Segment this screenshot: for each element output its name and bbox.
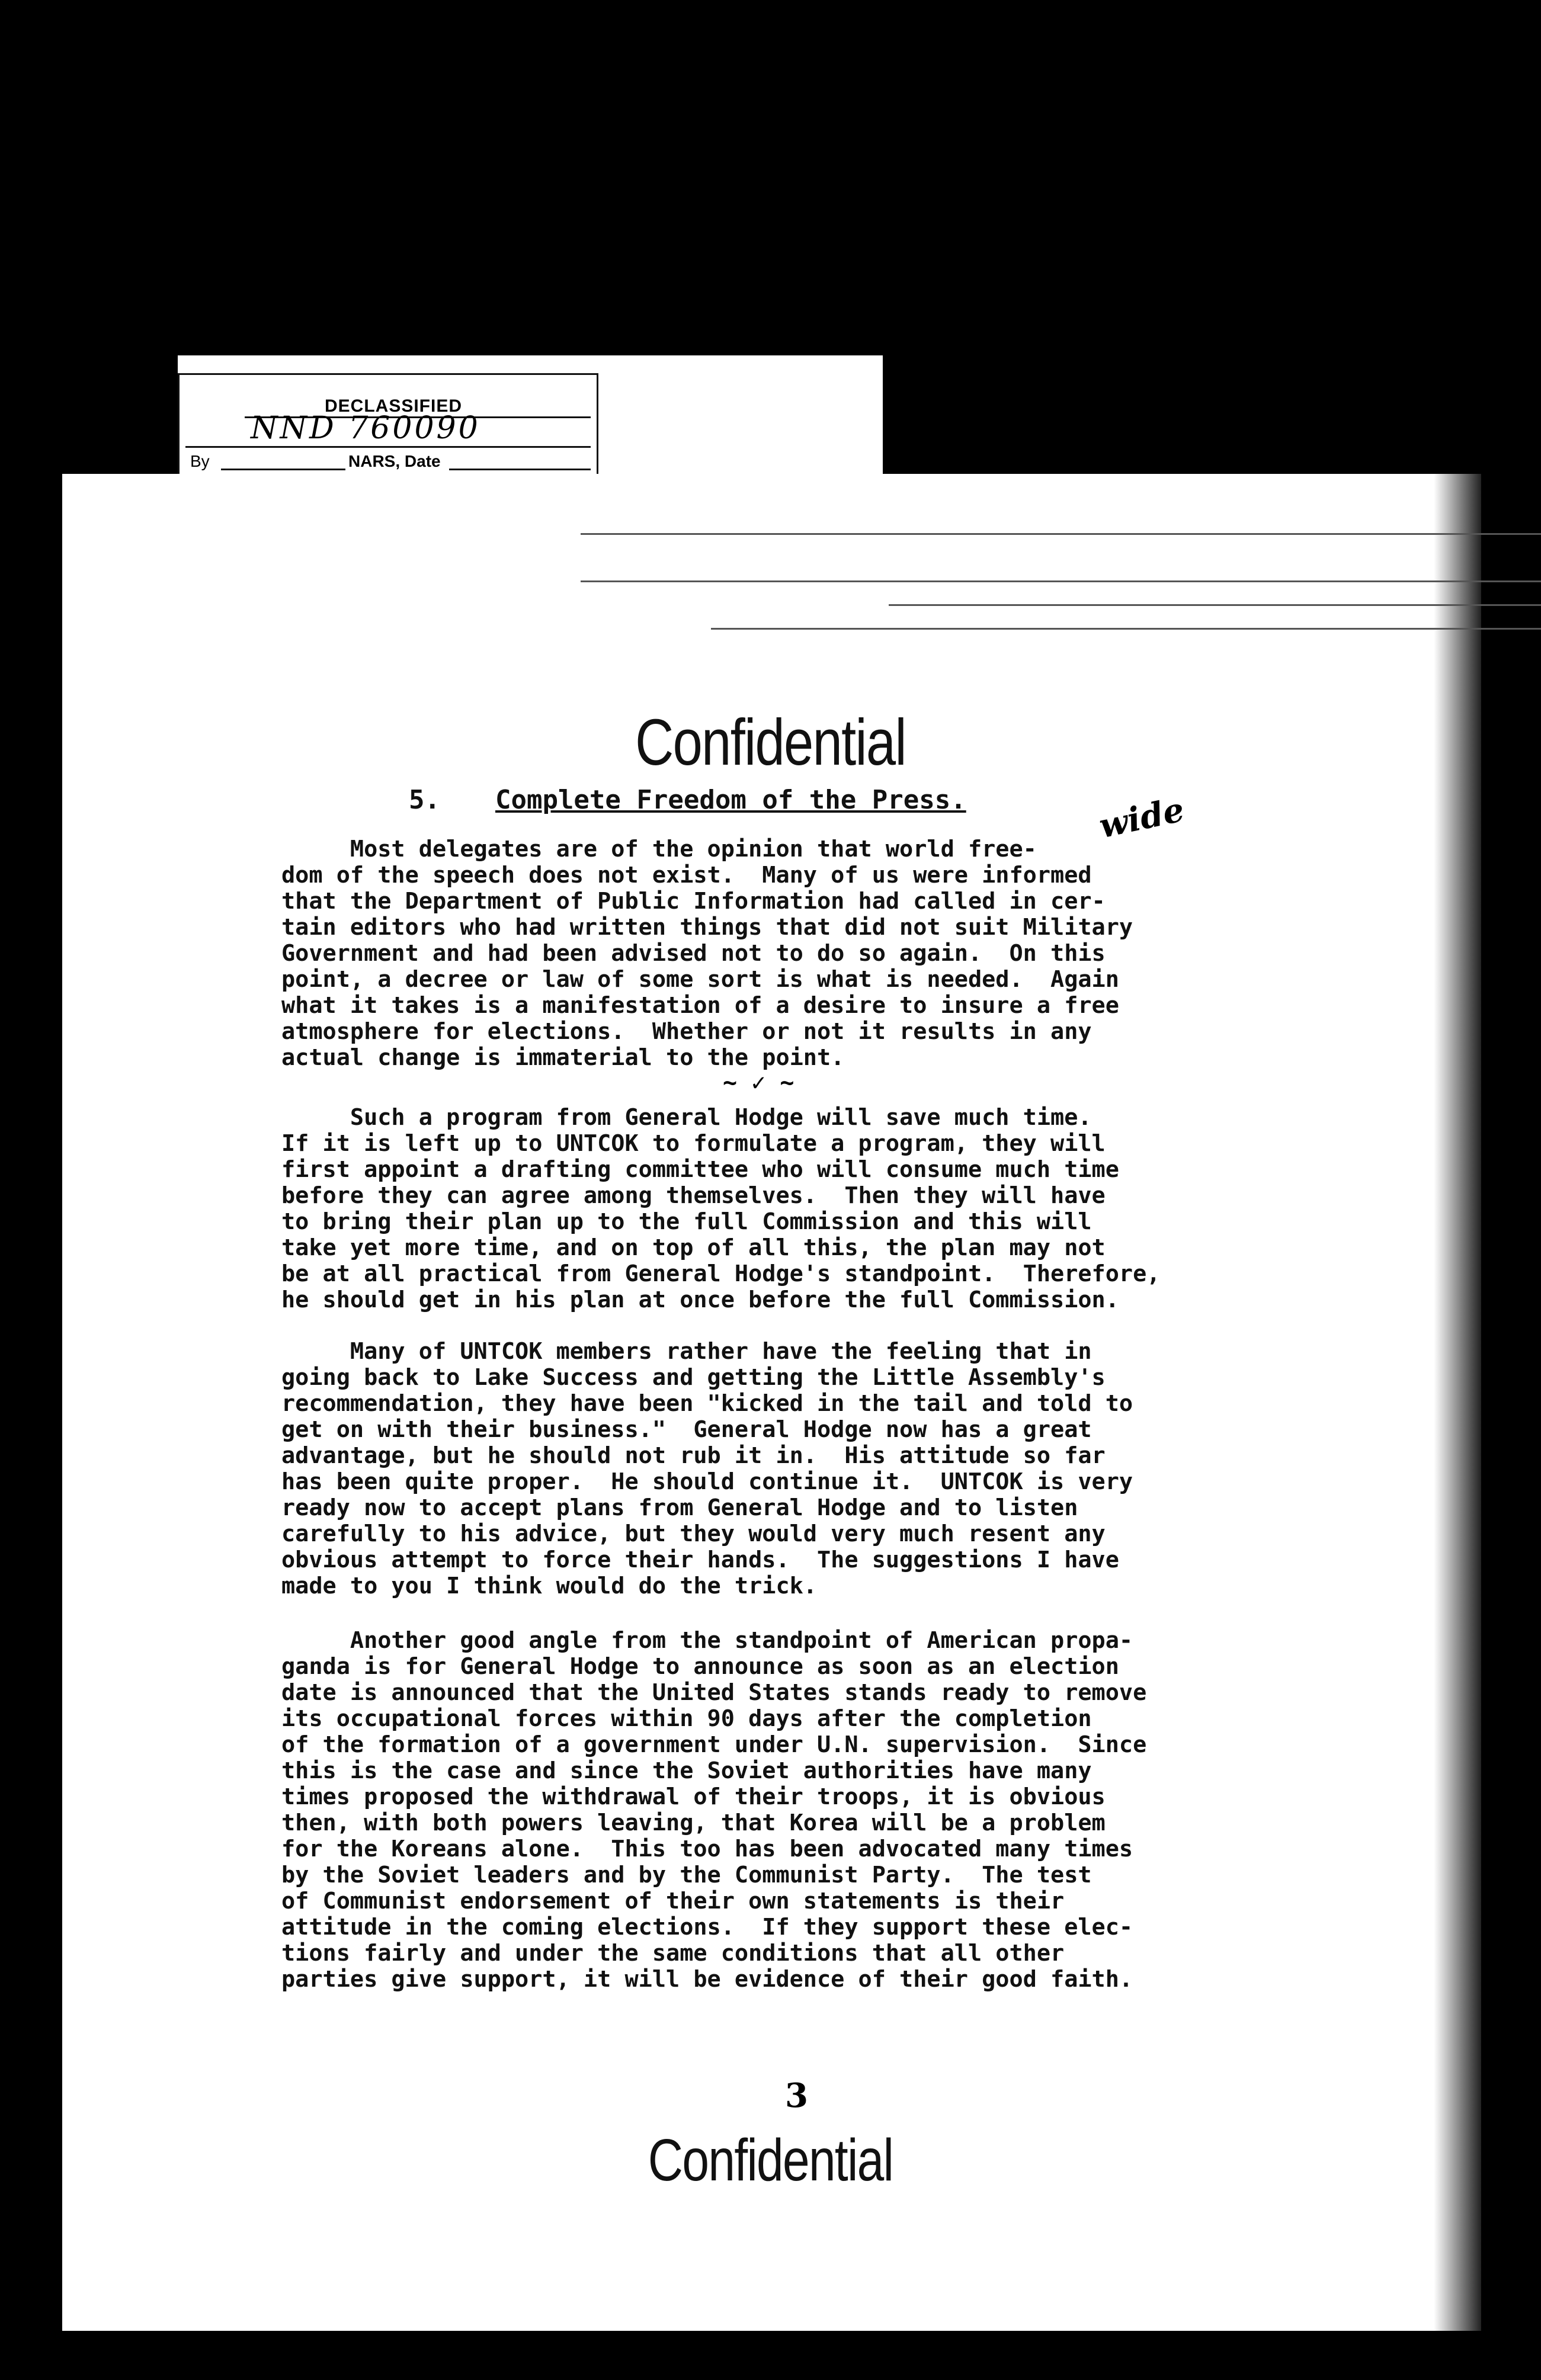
- stamp-nars-date-label: NARS, Date: [348, 452, 441, 470]
- paragraph: Another good angle from the standpoint of American propa- ganda is for General Hodge to announce as soon as an election date is announced that the United States stands ready to remove its occupational forces within 90 days after the completion of the formation of a government under U.N. supervision. Since this is the case and since the Soviet authorities have many times proposed the withdrawal of their troops, it is obvious then, with both powers leaving, that Korea will be a problem for the Koreans alone. This too has been advocated many times by the Soviet leaders and by the Communist Party. The test of Communist endorsement of their own statements is their attitude in the coming elections. If they support these elec- tions fairly and under the same conditions that all other parties give support, it will be evidence of their good faith.: [281, 1627, 1147, 1993]
- section-number: 5.: [409, 785, 440, 815]
- stamp-rule: [185, 446, 591, 448]
- stamp-rule: [449, 469, 591, 470]
- paragraph: Many of UNTCOK members rather have the feeling that in going back to Lake Success and getting the Little Assembly's recommendation, they have been "kicked in the tail and told to get on with their business." General Hodge now has a great advantage, but he should not rub it in. His attitude so far has been quite proper. He should continue it. UNTCOK is very ready now to accept plans from General Hodge and to listen carefully to his advice, but they would very much resent any obvious attempt to force their hands. The suggestions I have made to you I think would do the trick.: [281, 1338, 1133, 1599]
- section-heading: [409, 785, 966, 815]
- classification-header: Confidential: [635, 706, 906, 779]
- stamp-declassified-label: DECLASSIFIED: [325, 396, 463, 416]
- paragraph: Most delegates are of the opinion that world free- dom of the speech does not exist. Many of us were informed that the Department of Public Information had called in cer- tain editors who had written things that did not suit Military Government and had been advised not to do so again. On this point, a decree or law of some sort is what is needed. Again what it takes is a manifestation of a desire to insure a free atmosphere for elections. Whether or not it results in any actual change is immaterial to the point.: [281, 836, 1133, 1071]
- classification-footer: Confidential: [648, 2127, 893, 2193]
- stamp-rule: [221, 469, 345, 470]
- paragraph: Such a program from General Hodge will save much time. If it is left up to UNTCOK to formulate a program, they will first appoint a drafting committee who will consume much time before they can agree among themselves. Then they will have to bring their plan up to the full Commission and this will take yet more time, and on top of all this, the plan may not be at all practical from General Hodge's standpoint. Therefore, he should get in his plan at once before the full Commission.: [281, 1104, 1161, 1313]
- stamp-authority: NND 760090: [251, 410, 480, 446]
- declassification-stamp: [178, 373, 598, 477]
- section-title: Complete Freedom of the Press.: [495, 785, 966, 815]
- page-edge-shadow: [1434, 474, 1481, 2331]
- handwritten-insert: wide: [1095, 790, 1188, 846]
- stamp-by-label: By: [190, 452, 210, 470]
- page-number: 3: [785, 2076, 808, 2115]
- handwritten-mark: ~ ✓ ~: [723, 1069, 794, 1096]
